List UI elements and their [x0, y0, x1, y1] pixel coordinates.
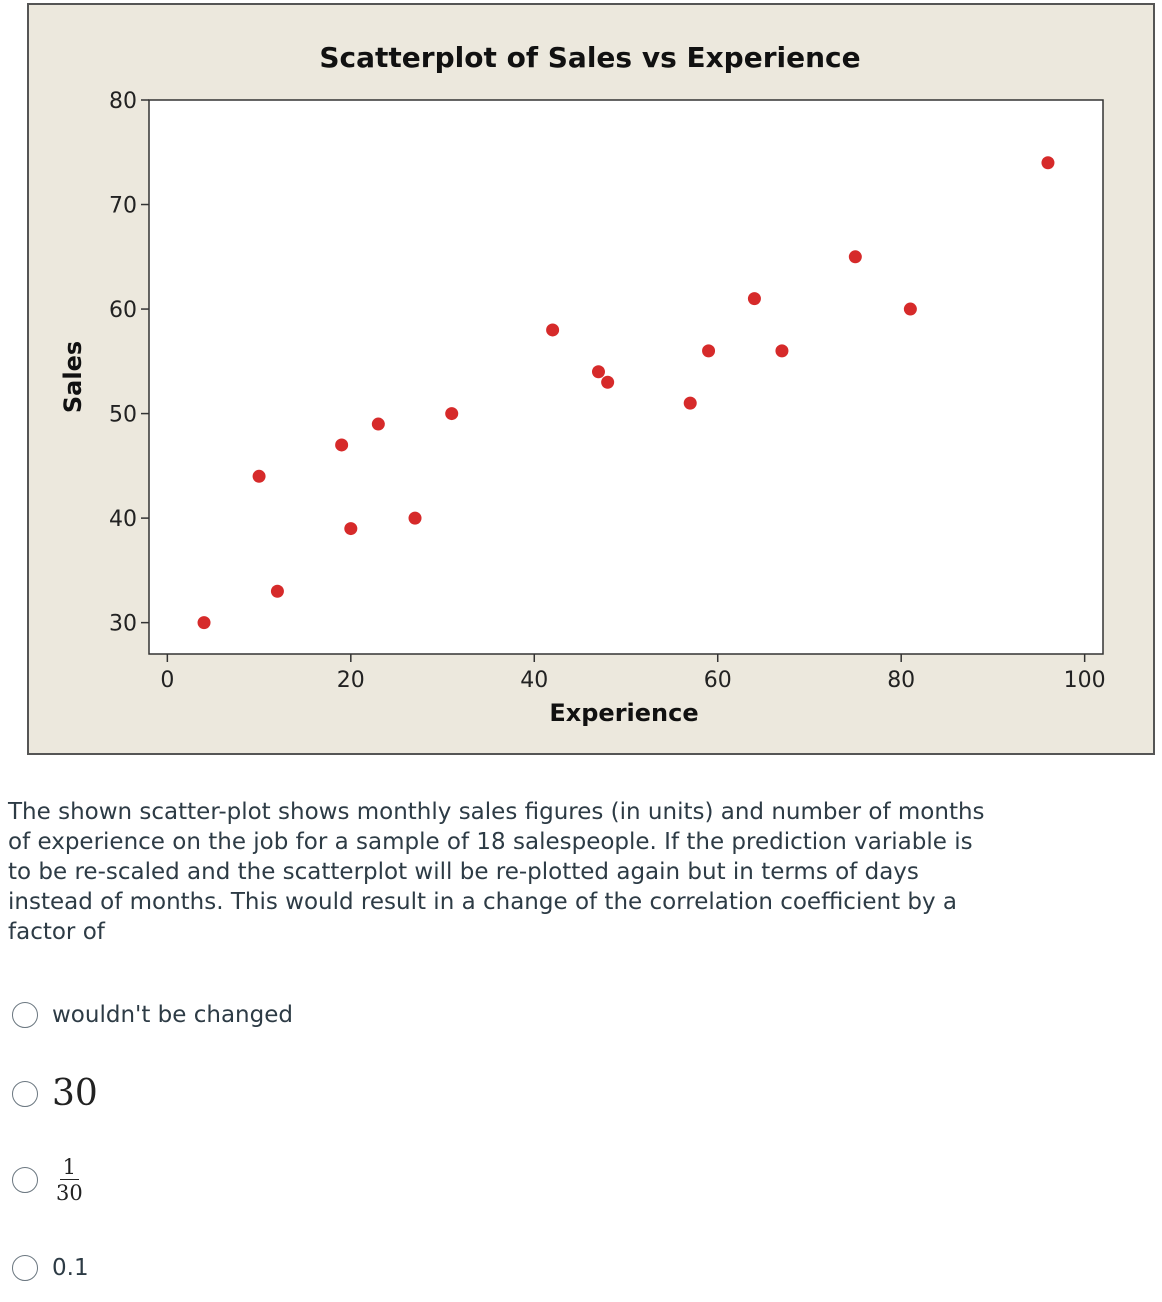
radio-button[interactable]	[12, 1081, 38, 1107]
data-point	[546, 323, 559, 336]
data-point	[344, 522, 357, 535]
data-point	[592, 365, 605, 378]
y-axis-label: Sales	[59, 340, 87, 414]
x-tick-label: 0	[160, 668, 175, 693]
y-tick-label: 30	[109, 611, 137, 637]
data-point	[372, 418, 385, 431]
option-wouldnt-be-changed[interactable]	[12, 1002, 293, 1028]
question-text: The shown scatter-plot shows monthly sales figures (in units) and number of months of experience on the job for a sample of 18 salespeople. If the prediction variable is to be re-scaled and the scatterplot will be re-plotted again but in terms of days instead of months. This would result in a change of the correlation coefficient by a factor of	[8, 799, 985, 945]
chart-title: Scatterplot of Sales vs Experience	[319, 41, 861, 74]
data-point	[271, 585, 284, 598]
data-point	[702, 344, 715, 357]
data-point	[198, 616, 211, 629]
option-label: wouldn't be changed	[52, 1002, 293, 1028]
x-tick-label: 20	[336, 668, 365, 693]
option-30[interactable]	[12, 1073, 98, 1114]
data-point	[335, 438, 348, 451]
x-tick-label: 100	[1063, 668, 1106, 693]
x-axis-label: Experience	[549, 699, 699, 727]
x-tick-label: 40	[520, 668, 549, 693]
y-tick-label: 50	[109, 402, 137, 428]
x-tick-label: 80	[887, 668, 916, 693]
y-tick-label: 60	[109, 298, 137, 324]
data-point	[253, 470, 266, 483]
data-point	[904, 303, 917, 316]
radio-button[interactable]	[12, 1167, 38, 1193]
option-one-thirtieth[interactable]	[12, 1156, 83, 1204]
data-point	[1041, 156, 1054, 169]
chart-svg	[27, 3, 1155, 755]
option-label: 30	[52, 1073, 98, 1114]
option-0-1[interactable]	[12, 1255, 89, 1281]
data-point	[775, 344, 788, 357]
data-point	[445, 407, 458, 420]
y-tick-label: 70	[109, 193, 137, 219]
data-point	[601, 376, 614, 389]
fraction	[56, 1156, 83, 1204]
data-point	[748, 292, 761, 305]
plot-area	[149, 100, 1103, 654]
scatterplot-chart	[27, 3, 1155, 755]
data-point	[684, 397, 697, 410]
radio-button[interactable]	[12, 1255, 38, 1281]
x-tick-label: 60	[703, 668, 732, 693]
option-label: 0.1	[52, 1255, 89, 1281]
radio-button[interactable]	[12, 1002, 38, 1028]
fraction-denominator: 30	[56, 1181, 83, 1205]
fraction-numerator: 1	[60, 1156, 79, 1180]
y-tick-label: 40	[109, 507, 137, 533]
data-point	[409, 512, 422, 525]
y-tick-label: 80	[109, 89, 137, 114]
data-point	[849, 250, 862, 263]
